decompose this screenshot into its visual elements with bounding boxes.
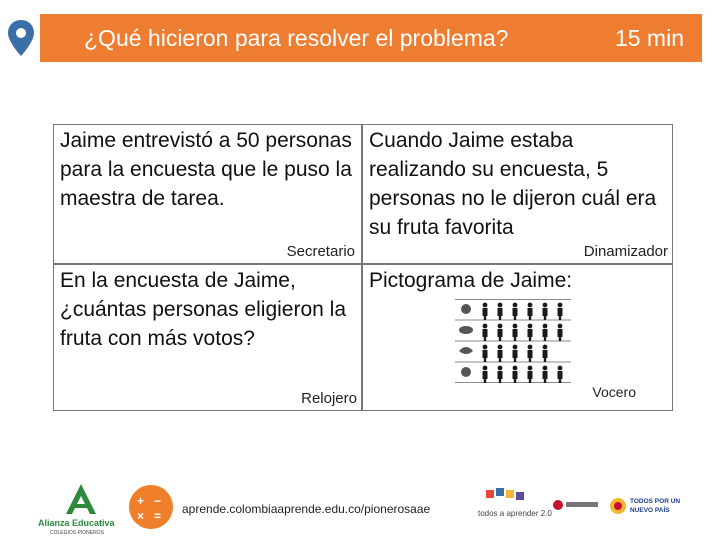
person-figure-icon	[513, 303, 518, 320]
cell-secretario	[54, 125, 363, 265]
svg-text:×: ×	[137, 509, 145, 523]
person-figure-icon	[543, 345, 548, 362]
person-figure-icon	[513, 324, 518, 341]
person-figure-icon	[558, 366, 563, 383]
pictogram-image	[455, 299, 571, 383]
cell-text: Pictograma de Jaime:	[369, 269, 573, 292]
cell-text: En la encuesta de Jaime, ¿cuántas personas eligieron la fruta con más votos?	[60, 269, 347, 350]
person-figure-icon	[528, 324, 533, 341]
slide-title: ¿Qué hicieron para resolver el problema?	[84, 24, 509, 51]
person-figure-icon	[498, 366, 503, 383]
person-figure-icon	[543, 324, 548, 341]
cell-vocero	[363, 265, 672, 410]
person-figure-icon	[483, 366, 488, 383]
person-figure-icon	[513, 345, 518, 362]
person-figure-icon	[483, 345, 488, 362]
svg-text:COLEGIOS PIONEROS: COLEGIOS PIONEROS	[50, 530, 104, 536]
person-figure-icon	[543, 366, 548, 383]
todos-a-aprender-logo	[476, 488, 552, 522]
person-figure-icon	[558, 303, 563, 320]
person-figure-icon	[483, 303, 488, 320]
time-label: 15 min	[614, 24, 684, 51]
svg-text:TODOS POR UN: TODOS POR UN	[630, 498, 681, 505]
todos-por-un-nuevo-pais-logo	[608, 492, 688, 526]
math-operations-icon	[128, 484, 174, 530]
person-figure-icon	[528, 366, 533, 383]
svg-text:=: =	[154, 509, 162, 523]
person-figure-icon	[543, 303, 548, 320]
role-grid	[53, 124, 673, 411]
person-figure-icon	[528, 303, 533, 320]
person-figure-icon	[513, 366, 518, 383]
location-pin-icon	[6, 18, 36, 58]
role-label: Relojero	[301, 390, 357, 407]
role-label: Secretario	[286, 243, 355, 260]
cell-dinamizador	[363, 125, 672, 265]
person-figure-icon	[483, 324, 488, 341]
cell-text: Jaime entrevistó a 50 personas para la encuesta que le puso la maestra de tarea.	[60, 129, 352, 210]
svg-text:Alianza Educativa: Alianza Educativa	[38, 518, 115, 528]
person-figure-icon	[558, 324, 563, 341]
svg-text:NUEVO PAÍS: NUEVO PAÍS	[630, 507, 670, 514]
person-figure-icon	[498, 303, 503, 320]
role-label: Vocero	[592, 384, 636, 400]
role-label: Dinamizador	[583, 243, 668, 260]
person-figure-icon	[498, 345, 503, 362]
mineducacion-logo	[552, 494, 600, 516]
cell-text: Cuando Jaime estaba realizando su encuesta, 5 personas no le dijeron cuál era su fruta favorita	[369, 129, 657, 239]
person-figure-icon	[498, 324, 503, 341]
alianza-educativa-logo	[36, 480, 126, 536]
svg-text:−: −	[154, 494, 162, 508]
svg-text:+: +	[137, 494, 145, 508]
footer-url: aprende.colombiaaprende.edu.co/pionerosaae	[182, 502, 431, 516]
person-figure-icon	[528, 345, 533, 362]
cell-relojero	[54, 265, 363, 410]
svg-text:todos a aprender 2.0: todos a aprender 2.0	[478, 509, 552, 518]
title-bar	[40, 14, 702, 62]
